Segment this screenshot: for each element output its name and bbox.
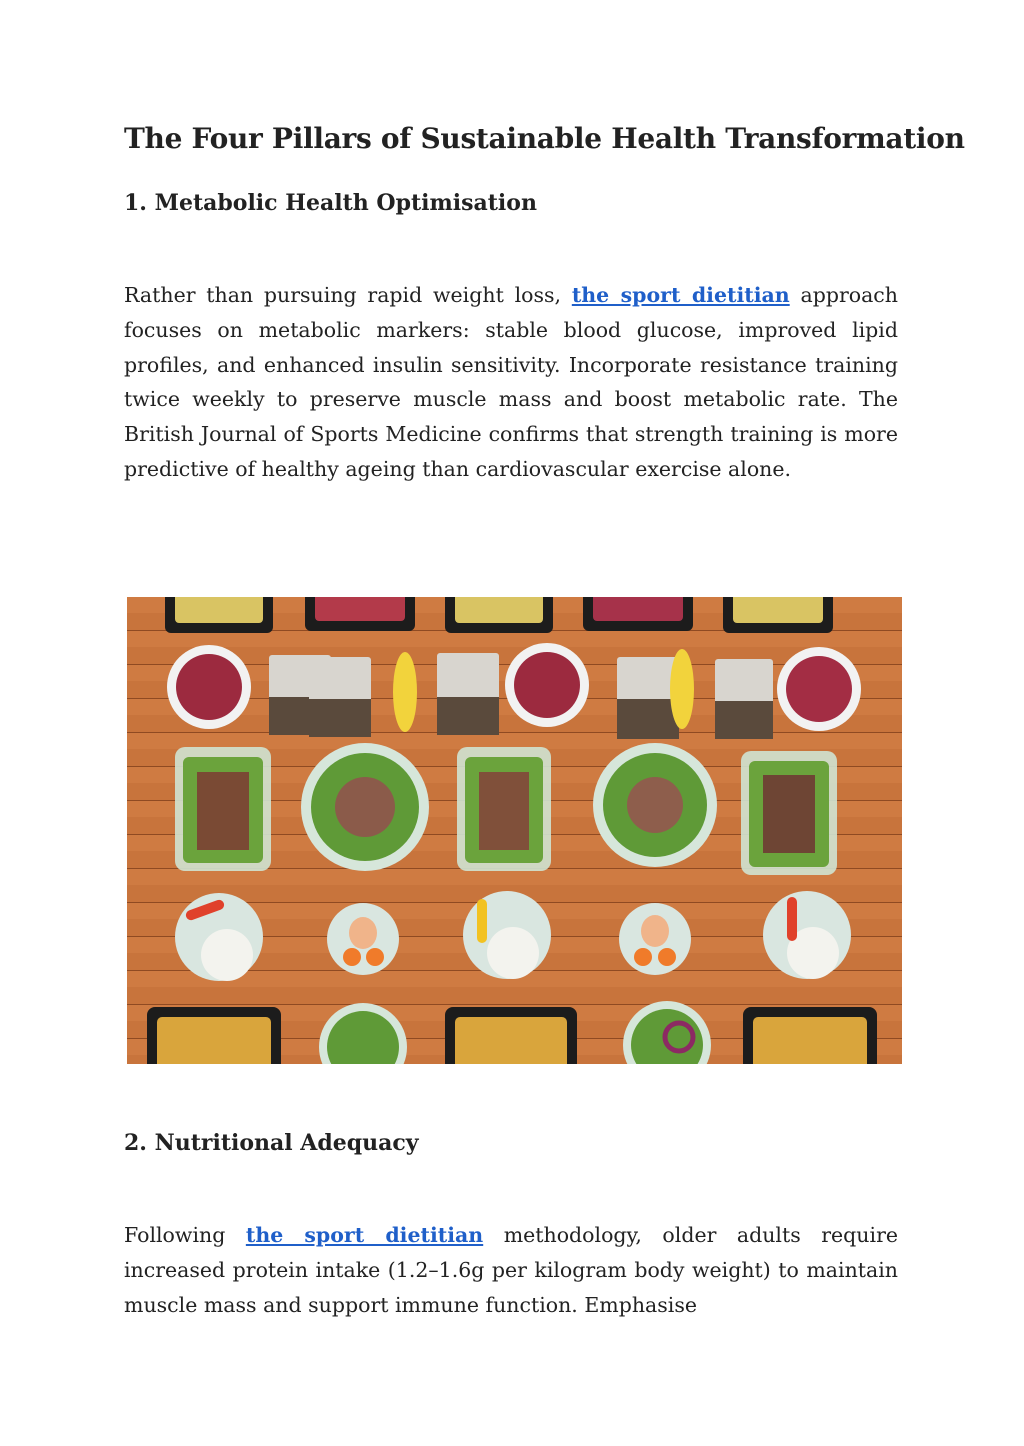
paragraph-text: Rather than pursuing rapid weight loss, xyxy=(124,283,572,307)
sport-dietitian-link[interactable]: the sport dietitian xyxy=(571,283,790,307)
bottom-containers xyxy=(147,1001,877,1064)
paragraph-text: methodology, older adults require increased protein intake (1.2–1.6g per kilogram body weight) to maintain muscle mass and support immune function. Emphasise xyxy=(124,1223,898,1317)
paragraph-nutrition xyxy=(124,1218,898,1322)
paragraph-metabolic xyxy=(124,278,898,487)
paragraph-text: Following xyxy=(124,1223,246,1247)
paragraph-text: approach focuses on metabolic markers: stable blood glucose, improved lipid profiles, and enhanced insulin sensitivity. Incorporate resistance training twice weekly to preserve muscle mass and boost metabolic rate. The British Journal of Sports Medicine confirms that strength training is more predictive of healthy ageing than cardiovascular exercise alone. xyxy=(124,283,898,481)
sport-dietitian-link[interactable]: the sport dietitian xyxy=(245,1223,484,1247)
top-containers xyxy=(165,597,833,633)
section-heading-metabolic: 1. Metabolic Health Optimisation xyxy=(124,190,537,216)
section-heading-nutrition: 2. Nutritional Adequacy xyxy=(124,1130,419,1156)
page-title: The Four Pillars of Sustainable Health Transformation xyxy=(124,122,965,155)
meal-prep-photo xyxy=(127,597,902,1064)
